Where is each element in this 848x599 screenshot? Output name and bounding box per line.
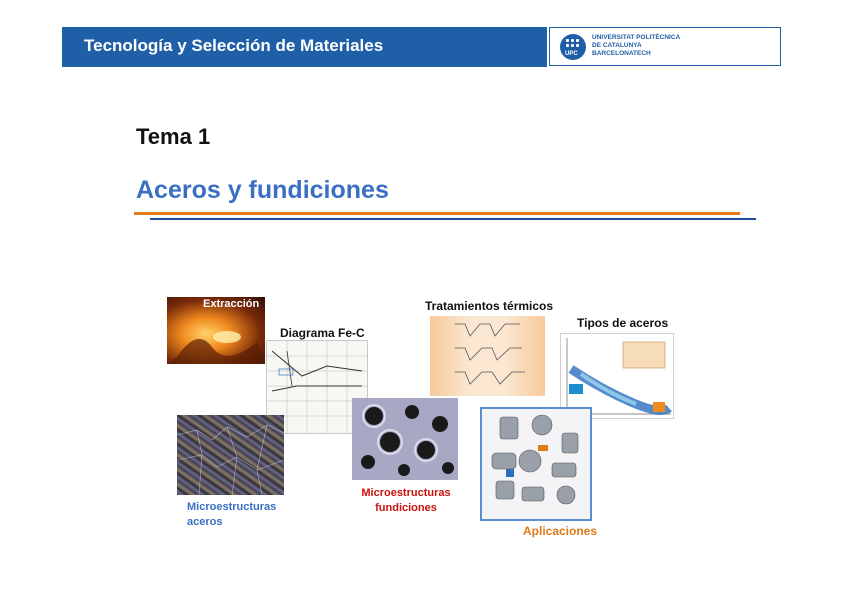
label-microestructuras-aceros (187, 500, 276, 530)
applications-image (480, 407, 592, 521)
cast-iron-microstructure-image (352, 398, 458, 480)
label-micro-fund-line-1: Microestructuras (361, 487, 451, 499)
label-tratamientos-termicos: Tratamientos térmicos (425, 299, 554, 313)
heat-treatment-curves-graphic (430, 316, 545, 396)
course-title: Tecnología y Selección de Materiales (84, 36, 384, 55)
label-diagrama-fe-c: Diagrama Fe-C (280, 326, 365, 340)
university-line-3: BARCELONATECH (592, 50, 651, 57)
upc-logo-icon (560, 34, 586, 60)
steel-types-graphic (561, 334, 673, 418)
label-microestructuras-fundiciones (360, 486, 452, 516)
graphite-nodules-graphic (352, 398, 458, 480)
header-bar (62, 27, 547, 67)
logo-text: UPC (565, 51, 578, 57)
label-aplicaciones: Aplicaciones (523, 524, 598, 538)
heat-treatment-image (430, 316, 545, 396)
label-micro-aceros-line-2: aceros (187, 516, 223, 528)
topic-number: Tema 1 (136, 124, 211, 149)
university-logo-box (549, 27, 781, 66)
steel-microstructure-image (177, 415, 284, 495)
title-underline-blue (150, 218, 756, 220)
university-line-1: UNIVERSITAT POLITÈCNICA (592, 34, 681, 41)
university-name (592, 34, 680, 58)
label-extraccion: Extracción (203, 298, 260, 310)
grain-boundaries-graphic (177, 415, 284, 495)
valves-graphic (482, 409, 590, 519)
label-micro-aceros-line-1: Microestructuras (187, 501, 277, 513)
title-underline-orange (134, 212, 740, 215)
university-line-2: DE CATALUNYA (592, 42, 642, 49)
label-micro-fund-line-2: fundiciones (375, 502, 437, 514)
topic-title: Aceros y fundiciones (136, 176, 389, 204)
label-tipos-de-aceros: Tipos de aceros (577, 316, 669, 330)
